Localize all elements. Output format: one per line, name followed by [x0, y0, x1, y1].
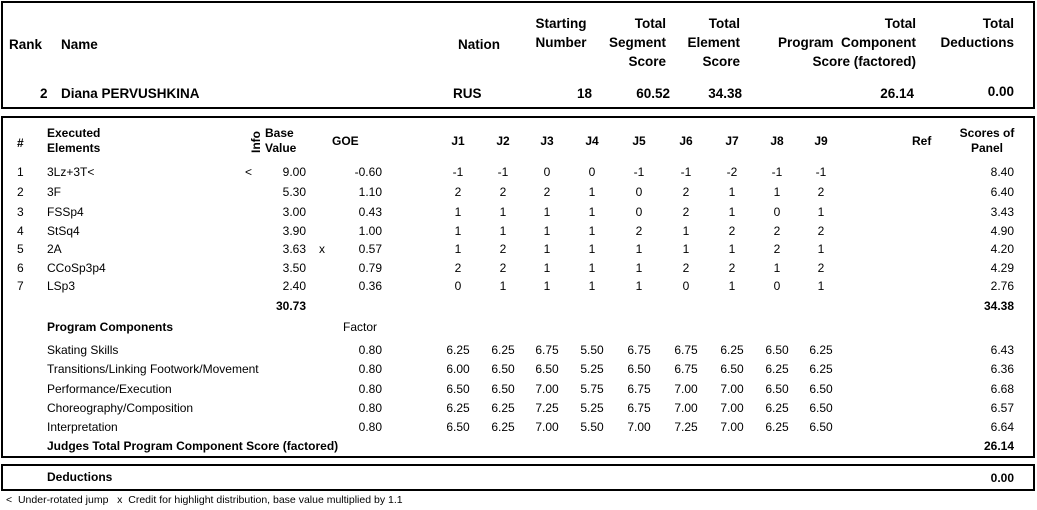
- skater-name: Diana PERVUSHKINA: [61, 86, 200, 101]
- skater-rank: 2: [40, 86, 48, 101]
- element-judge-score: 1: [773, 185, 781, 199]
- component-judge-score: 5.25: [580, 401, 604, 415]
- element-judge-score: 2: [682, 205, 690, 219]
- component-judge-score: 6.50: [446, 382, 470, 396]
- element-judge-score: 0: [773, 205, 781, 219]
- element-goe: 0.57: [358, 242, 382, 256]
- element-judge-score: -1: [497, 165, 509, 179]
- element-name: 3Lz+3T<: [47, 165, 95, 179]
- component-judge-score: 5.75: [580, 382, 604, 396]
- element-judge-score: 1: [454, 242, 462, 256]
- element-panel-score: 8.40: [990, 165, 1014, 179]
- element-judge-score: 2: [728, 261, 736, 275]
- element-name: 3F: [47, 185, 62, 199]
- element-base-value: 3.90: [282, 224, 306, 238]
- header-goe: GOE: [332, 134, 359, 148]
- header-judge-7: J7: [725, 134, 739, 148]
- component-name: Transitions/Linking Footwork/Movement: [47, 362, 259, 376]
- component-judge-score: 6.25: [809, 362, 833, 376]
- header-base-value: Base Value: [265, 126, 297, 155]
- element-judge-score: 1: [588, 205, 596, 219]
- component-judge-score: 6.25: [491, 343, 515, 357]
- element-judge-score: 2: [499, 261, 507, 275]
- element-base-value: 3.63: [282, 242, 306, 256]
- header-judge-3: J3: [540, 134, 554, 148]
- element-base-value: 2.40: [282, 279, 306, 293]
- element-info: <: [245, 165, 253, 179]
- component-judge-score: 7.25: [674, 420, 698, 434]
- component-judge-score: 6.50: [627, 362, 651, 376]
- component-judge-score: 6.75: [674, 362, 698, 376]
- element-name: 2A: [47, 242, 62, 256]
- component-judge-score: 6.00: [446, 362, 470, 376]
- component-judge-score: 7.00: [720, 420, 744, 434]
- element-goe: 0.79: [358, 261, 382, 275]
- element-name: StSq4: [47, 224, 80, 238]
- component-judge-score: 6.25: [720, 343, 744, 357]
- component-judge-score: 6.25: [446, 343, 470, 357]
- element-judge-score: 2: [543, 185, 551, 199]
- component-name: Performance/Execution: [47, 382, 172, 396]
- header-executed-elements: Executed Elements: [47, 126, 101, 155]
- element-judge-score: 1: [543, 242, 551, 256]
- component-judge-score: 6.25: [765, 420, 789, 434]
- element-goe: -0.60: [354, 165, 382, 179]
- header-total-element-score: Total Element Score: [687, 16, 740, 69]
- component-judge-score: 7.00: [674, 382, 698, 396]
- header-rank: Rank: [9, 37, 43, 52]
- header-total-segment-score: Total Segment Score: [608, 16, 666, 69]
- header-starting-number: Starting Number: [535, 16, 587, 50]
- header-info: Info: [249, 131, 263, 153]
- element-judge-score: 1: [499, 279, 507, 293]
- element-judge-score: 2: [728, 224, 736, 238]
- header-judge-4: J4: [585, 134, 599, 148]
- element-name: LSp3: [47, 279, 76, 293]
- component-judge-score: 6.25: [446, 401, 470, 415]
- component-judge-score: 6.50: [491, 362, 515, 376]
- component-judge-score: 6.50: [491, 382, 515, 396]
- component-judge-score: 6.50: [535, 362, 559, 376]
- pcs-total-value: 26.14: [983, 439, 1014, 453]
- component-judge-score: 6.75: [535, 343, 559, 357]
- element-judge-score: 2: [499, 185, 507, 199]
- element-judge-score: 2: [817, 224, 825, 238]
- element-panel-score: 6.40: [990, 185, 1014, 199]
- element-base-value: 9.00: [282, 165, 306, 179]
- element-goe: 1.00: [358, 224, 382, 238]
- element-judge-score: 0: [635, 185, 643, 199]
- component-name: Choreography/Composition: [47, 401, 194, 415]
- component-name: Interpretation: [47, 420, 118, 434]
- component-judge-score: 7.00: [535, 420, 559, 434]
- element-judge-score: 1: [817, 242, 825, 256]
- header-judge-2: J2: [496, 134, 510, 148]
- component-judge-score: 6.50: [765, 343, 789, 357]
- element-judge-score: -1: [452, 165, 464, 179]
- header-nation: Nation: [458, 37, 500, 52]
- element-number: 1: [17, 165, 24, 179]
- component-judge-score: 7.00: [535, 382, 559, 396]
- element-judge-score: 1: [543, 261, 551, 275]
- header-judge-8: J8: [770, 134, 784, 148]
- deductions-label: Deductions: [47, 470, 113, 484]
- element-judge-score: 2: [817, 261, 825, 275]
- component-factor: 0.80: [358, 382, 382, 396]
- header-scores-of-panel: Scores of Panel: [959, 126, 1015, 155]
- element-judge-score: 1: [817, 279, 825, 293]
- component-judge-score: 6.25: [765, 362, 789, 376]
- element-judge-score: 1: [543, 205, 551, 219]
- component-judge-score: 6.25: [491, 401, 515, 415]
- element-judge-score: 1: [728, 185, 736, 199]
- element-panel-score: 3.43: [990, 205, 1014, 219]
- deductions-value: 0.00: [990, 471, 1014, 485]
- elements-panel-total: 34.38: [983, 299, 1014, 313]
- component-judge-score: 6.75: [627, 343, 651, 357]
- element-panel-score: 4.90: [990, 224, 1014, 238]
- element-judge-score: 1: [588, 261, 596, 275]
- element-judge-score: 1: [682, 224, 690, 238]
- header-judge-1: J1: [451, 134, 465, 148]
- component-judge-score: 6.75: [674, 343, 698, 357]
- component-panel-score: 6.57: [990, 401, 1014, 415]
- element-judge-score: 2: [817, 185, 825, 199]
- component-judge-score: 5.25: [580, 362, 604, 376]
- component-panel-score: 6.43: [990, 343, 1014, 357]
- component-judge-score: 6.50: [809, 401, 833, 415]
- element-judge-score: 2: [773, 224, 781, 238]
- element-judge-score: 1: [635, 242, 643, 256]
- skater-pcs: 26.14: [880, 86, 914, 101]
- element-judge-score: 2: [454, 261, 462, 275]
- element-judge-score: 1: [588, 185, 596, 199]
- deductions-box: [1, 464, 1035, 491]
- component-judge-score: 7.25: [535, 401, 559, 415]
- element-number: 6: [17, 261, 24, 275]
- element-judge-score: 0: [454, 279, 462, 293]
- skater-starting-number: 18: [576, 86, 592, 101]
- component-panel-score: 6.68: [990, 382, 1014, 396]
- component-factor: 0.80: [358, 362, 382, 376]
- element-goe: 0.36: [358, 279, 382, 293]
- component-judge-score: 7.00: [720, 401, 744, 415]
- component-judge-score: 7.00: [627, 420, 651, 434]
- element-judge-score: 1: [728, 279, 736, 293]
- element-number: 5: [17, 242, 24, 256]
- element-judge-score: -1: [680, 165, 692, 179]
- element-judge-score: 1: [454, 224, 462, 238]
- header-element-number: #: [17, 136, 24, 150]
- component-factor: 0.80: [358, 401, 382, 415]
- component-judge-score: 6.25: [765, 401, 789, 415]
- element-judge-score: 1: [543, 224, 551, 238]
- element-panel-score: 2.76: [990, 279, 1014, 293]
- header-total-pcs: Total Program Component Score (factored): [777, 16, 916, 69]
- element-number: 4: [17, 224, 24, 238]
- element-judge-score: 0: [588, 165, 596, 179]
- skater-tss: 60.52: [636, 86, 670, 101]
- element-judge-score: 1: [728, 205, 736, 219]
- element-goe: 0.43: [358, 205, 382, 219]
- component-factor: 0.80: [358, 343, 382, 357]
- component-judge-score: 6.25: [809, 343, 833, 357]
- element-judge-score: 1: [817, 205, 825, 219]
- element-bonus-mark: x: [319, 242, 325, 256]
- component-judge-score: 5.50: [580, 420, 604, 434]
- element-judge-score: 1: [728, 242, 736, 256]
- element-judge-score: 1: [588, 242, 596, 256]
- element-judge-score: -1: [633, 165, 645, 179]
- element-judge-score: 1: [499, 224, 507, 238]
- component-judge-score: 6.50: [765, 382, 789, 396]
- element-judge-score: 0: [682, 279, 690, 293]
- element-judge-score: 1: [454, 205, 462, 219]
- element-judge-score: -2: [726, 165, 738, 179]
- element-judge-score: 1: [773, 261, 781, 275]
- element-judge-score: 2: [635, 224, 643, 238]
- element-judge-score: 1: [543, 279, 551, 293]
- element-judge-score: 2: [773, 242, 781, 256]
- element-name: FSSp4: [47, 205, 84, 219]
- component-name: Skating Skills: [47, 343, 119, 357]
- component-judge-score: 6.50: [446, 420, 470, 434]
- element-judge-score: 1: [635, 261, 643, 275]
- header-total-deductions: Total Deductions: [940, 16, 1014, 50]
- element-judge-score: 1: [635, 279, 643, 293]
- element-judge-score: -1: [771, 165, 783, 179]
- element-judge-score: 1: [588, 224, 596, 238]
- element-judge-score: 2: [682, 185, 690, 199]
- component-judge-score: 6.25: [491, 420, 515, 434]
- legend-note: < Under-rotated jump x Credit for highlight distribution, base value multiplied by 1.1: [6, 494, 403, 506]
- element-judge-score: 0: [635, 205, 643, 219]
- element-name: CCoSp3p4: [47, 261, 106, 275]
- component-judge-score: 7.00: [674, 401, 698, 415]
- header-name: Name: [61, 37, 98, 52]
- elements-base-total: 30.73: [275, 299, 306, 313]
- element-goe: 1.10: [358, 185, 382, 199]
- element-judge-score: 1: [499, 205, 507, 219]
- component-judge-score: 7.00: [720, 382, 744, 396]
- component-panel-score: 6.64: [990, 420, 1014, 434]
- header-ref: Ref: [912, 134, 932, 148]
- component-judge-score: 6.75: [627, 401, 651, 415]
- program-components-factor-label: Factor: [343, 320, 378, 334]
- element-panel-score: 4.29: [990, 261, 1014, 275]
- element-panel-score: 4.20: [990, 242, 1014, 256]
- element-number: 2: [17, 185, 24, 199]
- header-judge-5: J5: [632, 134, 646, 148]
- element-base-value: 3.00: [282, 205, 306, 219]
- component-judge-score: 6.50: [809, 420, 833, 434]
- skater-nation: RUS: [453, 86, 482, 101]
- element-number: 3: [17, 205, 24, 219]
- element-judge-score: 2: [682, 261, 690, 275]
- component-judge-score: 6.50: [809, 382, 833, 396]
- program-components-title: Program Components: [47, 320, 174, 334]
- component-judge-score: 6.50: [720, 362, 744, 376]
- element-base-value: 5.30: [282, 185, 306, 199]
- skater-deductions: 0.00: [987, 84, 1014, 99]
- element-judge-score: 0: [543, 165, 551, 179]
- element-judge-score: 2: [499, 242, 507, 256]
- element-judge-score: 0: [773, 279, 781, 293]
- element-judge-score: 2: [454, 185, 462, 199]
- element-judge-score: -1: [815, 165, 827, 179]
- header-judge-9: J9: [814, 134, 828, 148]
- component-factor: 0.80: [358, 420, 382, 434]
- pcs-total-label: Judges Total Program Component Score (factored): [47, 439, 339, 453]
- header-judge-6: J6: [679, 134, 693, 148]
- component-judge-score: 6.75: [627, 382, 651, 396]
- element-number: 7: [17, 279, 24, 293]
- element-judge-score: 1: [682, 242, 690, 256]
- element-judge-score: 1: [588, 279, 596, 293]
- skater-tes: 34.38: [708, 86, 742, 101]
- element-base-value: 3.50: [282, 261, 306, 275]
- component-judge-score: 5.50: [580, 343, 604, 357]
- component-panel-score: 6.36: [990, 362, 1014, 376]
